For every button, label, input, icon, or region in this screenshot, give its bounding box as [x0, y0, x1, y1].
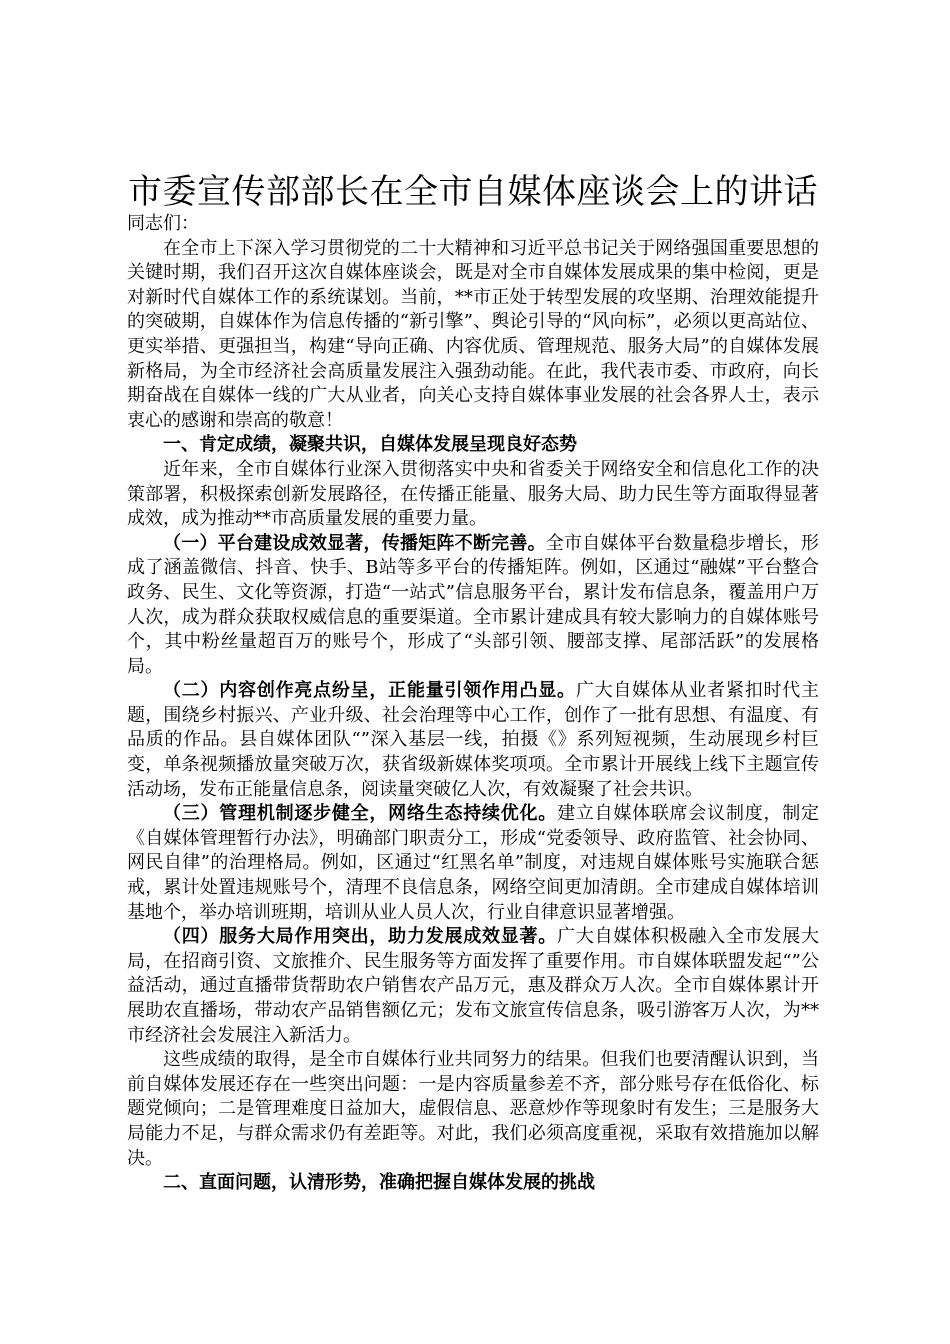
point-4-lead: （四）服务大局作用突出，助力发展成效显著。: [163, 926, 558, 948]
section-heading-2: 二、直面问题，认清形势，准确把握自媒体发展的挑战: [163, 1172, 595, 1194]
salutation: 同志们：: [127, 213, 199, 234]
point-4-text: 广大自媒体积极融入全市发展大局，在招商引资、文旅推介、民生服务等方面发挥了重要作用。市自媒体联盟发起“”公益活动，通过直播带货帮助农户销售农产品万元，惠及群众万人次。全市自媒体累计开展助农直播场，带动农产品销售额亿元；发布文旅宣传信息条，吸引游客万人次，为**市经济社会发展注入新活力。: [127, 926, 820, 1046]
point-1-lead: （一）平台建设成效显著，传播矩阵不断完善。: [163, 532, 546, 554]
point-3-text: 建立自媒体联席会议制度，制定《自媒体管理暂行办法》，明确部门职责分工，形成“党委领导、政府监管、社会协同、网民自律”的治理格局。例如，区通过“红黑名单”制度，对违规自媒体账号实施联合惩戒，累计处置违规账号个，清理不良信息条，网络空间更加清朗。全市建成自媒体培训基地个，举办培训班期，培训从业人员人次，行业自律意识显著增强。: [127, 803, 820, 923]
summary-paragraph: 这些成绩的取得，是全市自媒体行业共同努力的结果。但我们也要清醒认识到，当前自媒体发展还存在一些突出问题：一是内容质量参差不齐，部分账号存在低俗化、标题党倾向；二是管理难度日益加大，虚假信息、恶意炒作等现象时有发生；三是服务大局能力不足，与群众需求仍有差距等。对此，我们必须高度重视，采取有效措施加以解决。: [127, 1049, 819, 1169]
point-1-text: 全市自媒体平台数量稳步增长，形成了涵盖微信、抖音、快手、B站等多平台的传播矩阵。例如，区通过“融媒”平台整合政务、民生、文化等资源，打造“一站式”信息服务平台，累计发布信息条，覆盖用户万人次，成为群众获取权威信息的重要渠道。全市累计建成具有较大影响力的自媒体账号个，其中粉丝量超百万的账号个，形成了“头部引领、腰部支撑、尾部活跃”的发展格局。: [127, 532, 820, 677]
section-1-intro-paragraph: 近年来，全市自媒体行业深入贯彻落实中央和省委关于网络安全和信息化工作的决策部署，积极探索创新发展路径，在传播正能量、服务大局、助力民生等方面取得显著成效，成为推动**市高质量发展的重要力量。: [127, 458, 819, 530]
document-body: [127, 212, 819, 1196]
point-3-lead: （三）管理机制逐步健全，网络生态持续优化。: [163, 803, 558, 825]
point-4-paragraph: [127, 925, 819, 1048]
document-title: 市委宣传部部长在全市自媒体座谈会上的讲话: [128, 172, 818, 212]
point-2-lead: （二）内容创作亮点纷呈，正能量引领作用凸显。: [163, 680, 576, 702]
point-3-paragraph: [127, 802, 819, 925]
point-2-paragraph: [127, 679, 819, 802]
intro-paragraph: 在全市上下深入学习贯彻党的二十大精神和习近平总书记关于网络强国重要思想的关键时期，我们召开这次自媒体座谈会，既是对全市自媒体发展成果的集中检阅，更是对新时代自媒体工作的系统谋划。当前，**市正处于转型发展的攻坚期、治理效能提升的突破期，自媒体作为信息传播的“新引擎”、舆论引导的“风向标”，必须以更高站位、更实举措、更强担当，构建“导向正确、内容优质、管理规范、服务大局”的自媒体发展新格局，为全市经济社会高质量发展注入强劲动能。在此，我代表市委、市政府，向长期奋战在自媒体一线的广大从业者，向关心支持自媒体事业发展的社会各界人士，表示衷心的感谢和崇高的敬意！: [127, 237, 819, 431]
point-2-text: 广大自媒体从业者紧扣时代主题，围绕乡村振兴、产业升级、社会治理等中心工作，创作了一批有思想、有温度、有品质的作品。县自媒体团队“”深入基层一线，拍摄《》系列短视频，生动展现乡村巨变，单条视频播放量突破万次，获省级新媒体奖项项。全市累计开展线上线下主题宣传活动场，发布正能量信息条，阅读量突破亿人次，有效凝聚了社会共识。: [127, 680, 820, 800]
section-heading-1: 一、肯定成绩，凝聚共识，自媒体发展呈现良好态势: [163, 434, 577, 456]
point-1-paragraph: [127, 532, 819, 680]
